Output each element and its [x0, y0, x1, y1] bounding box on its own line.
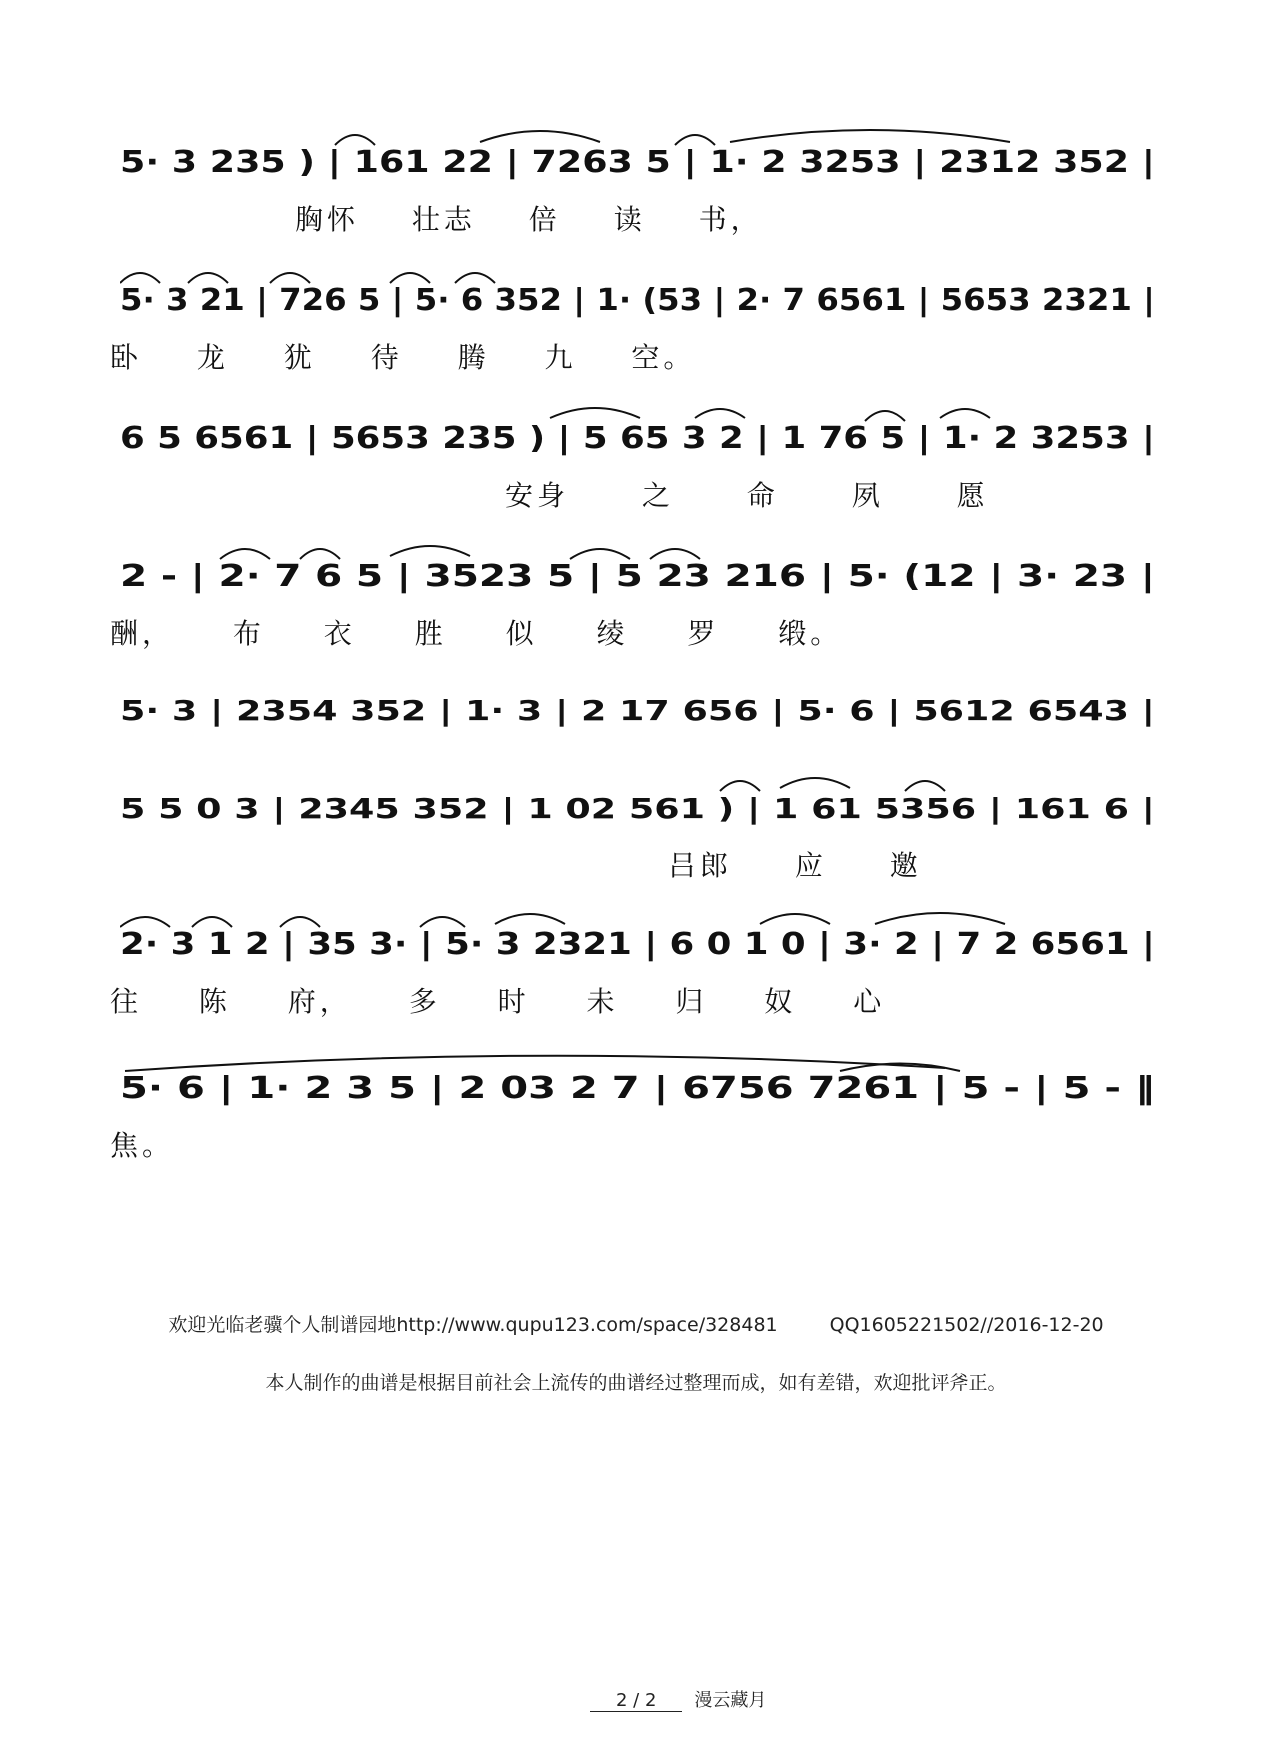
lyric-line: 焦。	[110, 1129, 175, 1162]
score-system-7	[110, 902, 1160, 1018]
notation-text: 2 - | 2· 7 6 5 | 3523 5 | 5 23 216 | 5· (12 | 3· 23 |	[120, 559, 1155, 594]
footer-disclaimer: 本人制作的曲谱是根据目前社会上流传的曲谱经过整理而成，如有差错，欢迎批评斧正。	[265, 1372, 1007, 1394]
score-system-6	[120, 766, 1160, 882]
footer-credit-line	[0, 1310, 1272, 1337]
notation-text: 5 5 0 3 | 2345 352 | 1 02 561 ) | 1 61 5356 | 161 6 |	[120, 792, 1155, 825]
notation-text: 6 5 6561 | 5653 235 ) | 5 65 3 2 | 1 76 5 | 1· 2 3253 |	[120, 421, 1155, 456]
notation-text: 5· 3 21 | 726 5 | 5· 6 352 | 1· (53 | 2· 7 6561 | 5653 2321 |	[120, 283, 1155, 318]
lyric-line: 胸怀 壮志 倍 读 书，	[295, 203, 763, 236]
score-system-8	[110, 1046, 1160, 1162]
notation-text: 5· 3 235 ) | 161 22 | 7263 5 | 1· 2 3253 | 2312 352 |	[120, 145, 1155, 180]
notation-line	[120, 902, 1160, 972]
score-system-4	[110, 534, 1160, 650]
notation-line	[120, 534, 1160, 604]
footer-site-text: 欢迎光临老骥个人制谱园地http://www.qupu123.com/space/328481	[168, 1314, 778, 1336]
score-system-3	[120, 396, 1160, 512]
lyric-line: 往 陈 府， 多 时 未 归 奴 心	[110, 985, 886, 1018]
notation-line	[120, 120, 1160, 190]
score-system-5	[120, 668, 1160, 778]
notation-line	[120, 766, 1160, 836]
notation-text: 5· 6 | 1· 2 3 5 | 2 03 2 7 | 6756 7261 | 5 - | 5 - ‖	[120, 1071, 1155, 1106]
notation-line	[120, 1046, 1160, 1116]
score-system-2	[110, 258, 1160, 374]
notation-line	[120, 258, 1160, 328]
notation-line	[120, 668, 1160, 738]
lyric-line: 安身 之 命 夙 愿	[505, 479, 989, 512]
score-system-1	[120, 120, 1160, 236]
notation-line	[120, 396, 1160, 466]
lyric-line: 吕郎 应 邀	[668, 849, 922, 882]
notation-text: 2· 3 1 2 | 35 3· | 5· 3 2321 | 6 0 1 0 | 3· 2 | 7 2 6561 |	[120, 927, 1155, 962]
signature: 漫云藏月	[694, 1690, 767, 1711]
page-number-block	[590, 1686, 766, 1712]
notation-text: 5· 3 | 2354 352 | 1· 3 | 2 17 656 | 5· 6 | 5612 6543 |	[120, 694, 1155, 727]
page-number: 2 / 2	[590, 1690, 682, 1712]
footer-contact-text: QQ1605221502//2016-12-20	[829, 1314, 1104, 1336]
lyric-line: 卧 龙 犹 待 腾 九 空。	[110, 341, 696, 374]
lyric-line: 酬， 布 衣 胜 似 绫 罗 缎。	[110, 617, 843, 650]
